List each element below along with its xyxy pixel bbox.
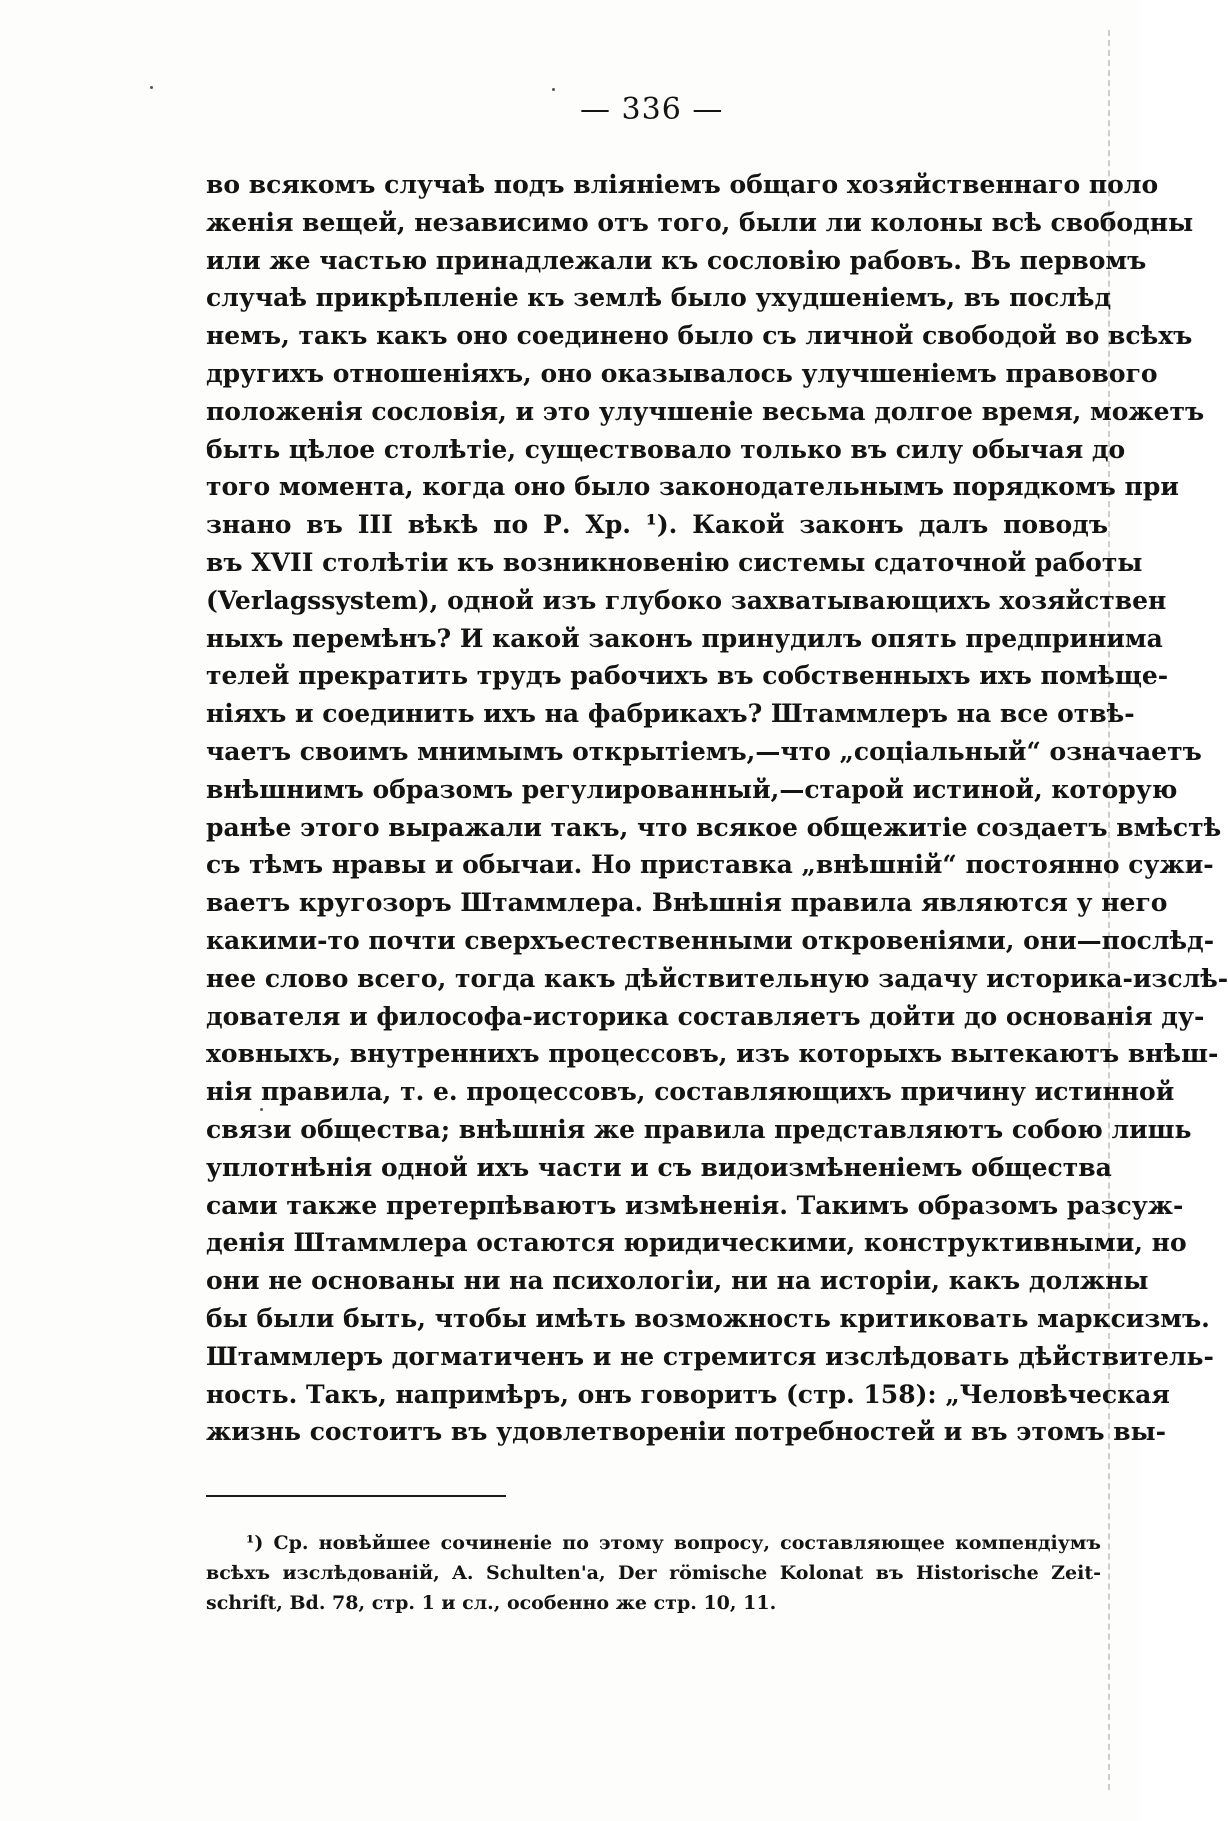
text-line: уплотнѣнія одной ихъ части и съ видоизмѣненіемъ общества (206, 1152, 1112, 1182)
text-line: въ XVII столѣтіи къ возникновенію системы сдаточной работы (206, 547, 1143, 577)
text-line: другихъ отношеніяхъ, оно оказывалось улучшеніемъ правового (206, 358, 1158, 388)
text-line: какими-то почти сверхъестественными откровеніями, они—послѣд- (206, 925, 1215, 955)
text-line: Штаммлеръ догматиченъ и не стремится изслѣдовать дѣйствитель- (206, 1341, 1214, 1371)
text-line: нее слово всего, тогда какъ дѣйствительную задачу историка-изслѣ- (206, 963, 1228, 993)
body-text (206, 166, 1228, 1451)
scan-speck (150, 86, 153, 89)
text-line: ность. Такъ, напримѣръ, онъ говоритъ (стр. 158): „Человѣческая (206, 1379, 1170, 1409)
scan-speck (552, 88, 555, 91)
footnote-line: всѣхъ изслѣдованій, A. Schulten'a, Der römische Kolonat въ Historische Zeit- (206, 1562, 1101, 1584)
text-line: жизнь состоитъ въ удовлетвореніи потребностей и въ этомъ вы- (206, 1417, 1167, 1447)
text-line: нія правила, т. е. процессовъ, составляющихъ причину истинной (206, 1077, 1175, 1107)
text-line: случаѣ прикрѣпленіе къ землѣ было ухудшеніемъ, въ послѣд (206, 283, 1112, 313)
text-line: связи общества; внѣшнія же правила представляютъ собою лишь (206, 1114, 1192, 1144)
text-line: или же частью принадлежали къ сословію рабовъ. Въ первомъ (206, 245, 1147, 275)
text-line: съ тѣмъ нравы и обычаи. Но приставка „внѣшній“ постоянно сужи- (206, 850, 1214, 880)
page-number: — 336 — (580, 92, 724, 127)
text-line: сами также претерпѣваютъ измѣненія. Такимъ образомъ разсуж- (206, 1190, 1184, 1220)
footnote-line: schrift, Bd. 78, стр. 1 и сл., особенно же стр. 10, 11. (206, 1592, 777, 1614)
text-line: денія Штаммлера остаются юридическими, конструктивными, но (206, 1228, 1187, 1258)
text-line: того момента, когда оно было законодательнымъ порядкомъ при (206, 472, 1179, 502)
text-line: немъ, такъ какъ оно соединено было съ личной свободой во всѣхъ (206, 321, 1193, 351)
text-line: дователя и философа-историка составляетъ дойти до основанія ду- (206, 1001, 1205, 1031)
text-line: внѣшнимъ образомъ регулированный,—старой истиной, которую (206, 774, 1178, 804)
text-line: ранѣе этого выражали такъ, что всякое общежитіе создаетъ вмѣстѣ (206, 812, 1222, 842)
text-line: ныхъ перемѣнъ? И какой законъ принудилъ опять предпринима (206, 623, 1163, 653)
text-line: женія вещей, независимо отъ того, были ли колоны всѣ свободны (206, 207, 1194, 237)
text-line: они не основаны ни на психологіи, ни на исторіи, какъ должны (206, 1266, 1149, 1296)
text-line: ваетъ кругозоръ Штаммлера. Внѣшнія правила являются у него (206, 888, 1168, 918)
text-line: бы были быть, чтобы имѣть возможность критиковать марксизмъ. (206, 1303, 1210, 1333)
text-line: быть цѣлое столѣтіе, существовало только въ силу обычая до (206, 434, 1126, 464)
text-line: во всякомъ случаѣ подъ вліяніемъ общаго хозяйственнаго поло (206, 170, 1159, 199)
text-line: ніяхъ и соединить ихъ на фабрикахъ? Штаммлеръ на все отвѣ- (206, 699, 1135, 729)
text-line: чаетъ своимъ мнимымъ открытіемъ,—что „соціальный“ означаетъ (206, 736, 1202, 766)
text-line: (Verlagssystem), одной изъ глубоко захватывающихъ хозяйствен (206, 585, 1167, 615)
text-line: ховныхъ, внутреннихъ процессовъ, изъ которыхъ вытекаютъ внѣш- (206, 1039, 1219, 1069)
text-line: телей прекратить трудъ рабочихъ въ собственныхъ ихъ помѣще- (206, 661, 1169, 691)
footnote-line: ¹) Ср. новѣйшее сочиненіе по этому вопросу, составляющее компендіумъ (246, 1532, 1101, 1554)
footnotes (206, 1528, 1101, 1618)
text-line: знано въ III вѣкѣ по Р. Хр. ¹). Какой законъ далъ поводъ (206, 510, 1108, 540)
text-line: положенія сословія, и это улучшеніе весьма долгое время, можетъ (206, 396, 1205, 426)
footnote-divider (206, 1495, 506, 1497)
